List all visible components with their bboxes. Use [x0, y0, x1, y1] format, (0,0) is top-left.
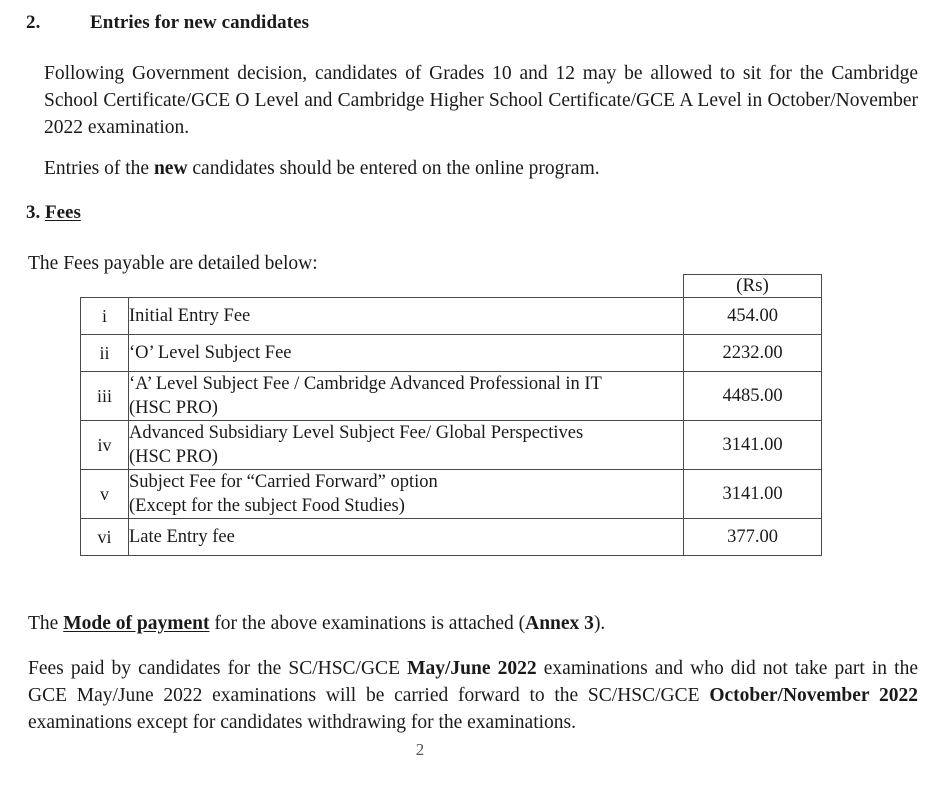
row-description-line2: (HSC PRO): [129, 398, 218, 418]
row-amount: 454.00: [684, 298, 822, 335]
table-row: [81, 470, 822, 519]
page-number: 2: [415, 740, 425, 759]
entries-text-part2: candidates should be entered on the online program.: [187, 158, 600, 179]
row-description: [129, 298, 684, 335]
mode-text-part1: The: [28, 613, 64, 634]
row-amount: 3141.00: [684, 421, 822, 470]
row-description-line2: (Except for the subject Food Studies): [129, 496, 405, 516]
row-description-line1: Late Entry fee: [129, 527, 235, 547]
paragraph-carried-forward: [28, 655, 918, 736]
carried-text-part1: Fees paid by candidates for the SC/HSC/GCE: [28, 658, 408, 679]
paragraph-following-text: Following Government decision, candidates of Grades 10 and 12 may be allowed to sit for the Cambridge School Certificate/GCE O Level and Cambridge Higher School Certificate/GCE A Level in October/November 2022 examination.: [44, 63, 918, 138]
row-numeral: ii: [81, 335, 129, 372]
row-description-line1: Subject Fee for “Carried Forward” option: [129, 472, 438, 492]
table-header-row: [81, 275, 822, 298]
carried-text-part3: examinations except for candidates withdrawing for the examinations.: [28, 712, 576, 733]
table-row: [81, 421, 822, 470]
row-description: [129, 470, 684, 519]
table-header-description: [129, 275, 684, 298]
row-description: [129, 335, 684, 372]
row-description-line1: ‘O’ Level Subject Fee: [129, 343, 292, 363]
carried-bold-oct-nov: October/November 2022: [709, 685, 918, 706]
fees-table: [80, 274, 822, 556]
table-row: [81, 519, 822, 556]
row-numeral: iv: [81, 421, 129, 470]
row-amount: 2232.00: [684, 335, 822, 372]
paragraph-entries-new-candidates: [44, 155, 864, 182]
row-amount: 377.00: [684, 519, 822, 556]
carried-text-part2: examinations and who did not take part in the GCE May/June 2022 examinations will be carried forward to the SC/HSC/GCE: [28, 658, 918, 706]
mode-text-part2: for the above examinations is attached (: [209, 613, 526, 634]
paragraph-following-government: [44, 60, 918, 141]
table-row: [81, 372, 822, 421]
row-description-line2: (HSC PRO): [129, 447, 218, 467]
row-description: [129, 421, 684, 470]
section-2-heading: [26, 12, 526, 34]
row-amount: 4485.00: [684, 372, 822, 421]
entries-text-part1: Entries of the: [44, 158, 154, 179]
section-2-title: Entries for new candidates: [90, 12, 310, 33]
fees-lead-in-text: The Fees payable are detailed below:: [28, 253, 318, 274]
annex-reference: Annex 3: [525, 613, 594, 634]
table-row: [81, 335, 822, 372]
table-row: [81, 298, 822, 335]
carried-bold-may-june: May/June 2022: [407, 658, 537, 679]
table-header-amount-rs: (Rs): [684, 275, 822, 298]
paragraph-mode-of-payment: [28, 610, 728, 637]
section-2-number: 2.: [26, 12, 41, 33]
row-description-line1: ‘A’ Level Subject Fee / Cambridge Advanced Professional in IT: [129, 374, 602, 394]
row-numeral: i: [81, 298, 129, 335]
row-description-line1: Advanced Subsidiary Level Subject Fee/ Global Perspectives: [129, 423, 584, 443]
section-3-number: 3.: [26, 202, 41, 223]
fees-table-container: [80, 274, 821, 566]
row-numeral: v: [81, 470, 129, 519]
row-description: [129, 519, 684, 556]
row-amount: 3141.00: [684, 470, 822, 519]
mode-of-payment-link[interactable]: Mode of payment: [63, 613, 210, 634]
table-header-numeral: [81, 275, 129, 298]
fees-table-body: [81, 298, 822, 556]
section-3-heading: [26, 202, 81, 224]
row-numeral: vi: [81, 519, 129, 556]
row-numeral: iii: [81, 372, 129, 421]
row-description: [129, 372, 684, 421]
section-3-title: Fees: [45, 202, 81, 223]
entries-text-emphasis: new: [153, 158, 188, 179]
row-description-line1: Initial Entry Fee: [129, 306, 251, 326]
mode-text-part3: ).: [593, 613, 606, 634]
